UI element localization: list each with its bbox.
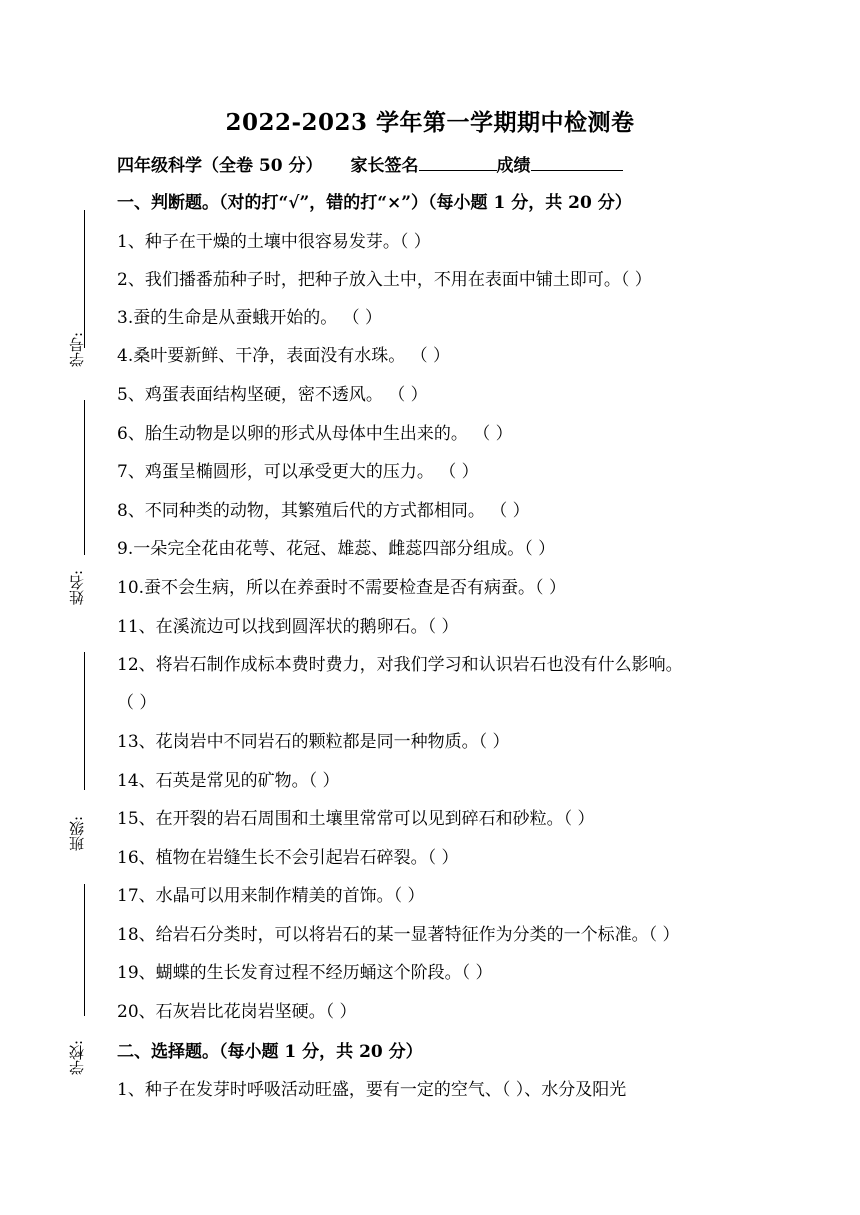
question-item: 13、花岗岩中不同岩石的颗粒都是同一种物质。（ ） (117, 732, 510, 752)
question-item: 5、鸡蛋表面结构坚硬，密不透风。 （ ） (117, 385, 428, 405)
class-label: 班级: (68, 815, 86, 851)
question-item: 15、在开裂的岩石周围和土壤里常常可以见到碎石和砂粒。（ ） (117, 809, 595, 829)
question-item: 18、给岩石分类时，可以将岩石的某一显著特征作为分类的一个标准。（ ） (117, 925, 680, 945)
section1-heading: 一、判断题。（对的打“√”，错的打“×”）（每小题 1 分，共 20 分） (117, 193, 632, 213)
question-item: 17、水晶可以用来制作精美的首饰。（ ） (117, 886, 425, 906)
binding-line (84, 884, 85, 1016)
grade-subject: 四年级科学（全卷 50 分） (117, 156, 323, 176)
question-item: 20、石灰岩比花岗岩坚硬。（ ） (117, 1002, 357, 1022)
question-item: 8、不同种类的动物，其繁殖后代的方式都相同。 （ ） (117, 501, 530, 521)
question-item: 4.桑叶要新鲜、干净，表面没有水珠。 （ ） (117, 346, 451, 366)
question-item: 12、将岩石制作成标本费时费力，对我们学习和认识岩石也没有什么影响。 (117, 655, 683, 675)
question-item: 1、种子在发芽时呼吸活动旺盛，要有一定的空气、（ ）、水分及阳光 (117, 1080, 627, 1100)
parent-sign-label: 家长签名 (350, 156, 419, 176)
question-item: 9.一朵完全花由花萼、花冠、雄蕊、雌蕊四部分组成。（ ） (117, 539, 556, 559)
question-item-continued: （ ） (117, 693, 157, 713)
school-label: 学校: (68, 1039, 86, 1075)
binding-line (84, 652, 85, 790)
score-label: 成绩 (496, 156, 531, 176)
question-item: 19、蝴蝶的生长发育过程不经历蛹这个阶段。（ ） (117, 963, 493, 983)
question-item: 1、种子在干燥的土壤中很容易发芽。（ ） (117, 232, 431, 252)
exam-header (117, 152, 623, 177)
exam-title: 2022-2023 学年第一学期期中检测卷 (225, 109, 635, 136)
question-item: 2、我们播番茄种子时，把种子放入土中，不用在表面中铺土即可。（ ） (117, 270, 652, 290)
question-item: 11、在溪流边可以找到圆浑状的鹅卵石。（ ） (117, 617, 459, 637)
score-blank[interactable] (531, 152, 623, 171)
question-item: 6、胎生动物是以卵的形式从母体中生出来的。 （ ） (117, 424, 513, 444)
question-item: 7、鸡蛋呈椭圆形，可以承受更大的压力。 （ ） (117, 462, 479, 482)
question-item: 3.蚕的生命是从蚕蛾开始的。 （ ） (117, 308, 383, 328)
question-item: 16、植物在岩缝生长不会引起岩石碎裂。（ ） (117, 848, 459, 868)
student-id-label: 学号: (68, 331, 86, 367)
question-item: 10.蚕不会生病，所以在养蚕时不需要检查是否有病蚕。（ ） (117, 578, 566, 598)
parent-sign-blank[interactable] (419, 152, 497, 171)
question-item: 14、石英是常见的矿物。（ ） (117, 771, 340, 791)
binding-line (84, 400, 85, 555)
name-label: 姓名: (68, 569, 86, 605)
section2-heading: 二、选择题。（每小题 1 分，共 20 分） (117, 1042, 423, 1062)
